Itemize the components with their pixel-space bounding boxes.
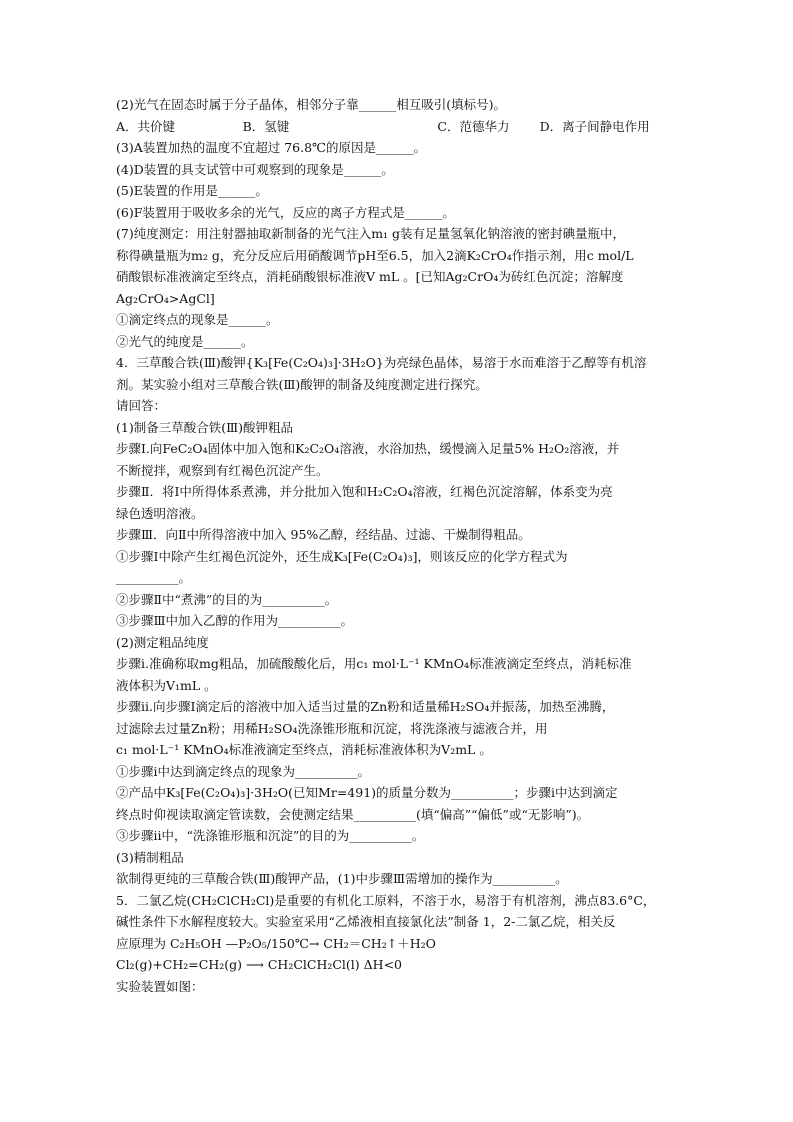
text-line: (3)A装置加热的温度不宜超过 76.8℃的原因是______。 bbox=[116, 140, 427, 155]
text-line: ②步骤Ⅱ中“煮沸”的目的为__________。 bbox=[116, 591, 338, 607]
text-line: 应原理为 C₂H₅OH —P₂O₅/150℃→ CH₂＝CH₂↑＋H₂O bbox=[116, 935, 436, 951]
text-line: 剂。某实验小组对三草酸合铁(Ⅲ)酸钾的制备及纯度测定进行探究。 bbox=[116, 376, 488, 392]
text-line: 称得碘量瓶为m₂ g，充分反应后用硝酸调节pH至6.5，加入2滴K₂CrO₄作指示剂，用c mol/L bbox=[116, 247, 634, 263]
text-line: 终点时仰视读取滴定管读数，会使测定结果__________(填“偏高”“偏低”或“无影响”)。 bbox=[116, 806, 590, 822]
option-d: D．离子间静电作用 bbox=[539, 118, 650, 134]
text-line: 不断搅拌，观察到有红褐色沉淀产生。 bbox=[116, 462, 329, 478]
text-line: 请回答： bbox=[116, 398, 167, 413]
text-line: ①步骤Ⅰ中除产生红褐色沉淀外，还生成K₃[Fe(C₂O₄)₃]，则该反应的化学方程式为 bbox=[116, 548, 568, 564]
text-line: (7)纯度测定：用注射器抽取新制备的光气注入m₁ g装有足量氢氧化钠溶液的密封碘量瓶中， bbox=[116, 226, 626, 241]
text-line: 步骤ⅰ.准确称取mg粗品，加硫酸酸化后，用c₁ mol·L⁻¹ KMnO₄标准液滴定至终点，消耗标准 bbox=[116, 656, 632, 671]
option-a: A．共价键 bbox=[116, 118, 176, 134]
text-line: 碱性条件下水解程度较大。实验室采用“乙烯液相直接氯化法”制备 1，2-二氯乙烷，相关反 bbox=[116, 914, 616, 929]
text-line: ③步骤Ⅲ中加入乙醇的作用为__________。 bbox=[116, 613, 354, 628]
text-line: 过滤除去过量Zn粉；用稀H₂SO₄洗涤锥形瓶和沉淀，将洗涤液与滤液合并，用 bbox=[116, 720, 548, 736]
text-line: 步骤Ⅱ．将Ⅰ中所得体系煮沸，并分批加入饱和H₂C₂O₄溶液，红褐色沉淀溶解，体系变为亮 bbox=[116, 484, 613, 499]
text-line: 4．三草酸合铁(Ⅲ)酸钾{K₃[Fe(C₂O₄)₃]·3H₂O}为亮绿色晶体，易溶于水而难溶于乙醇等有机溶 bbox=[116, 355, 647, 370]
answer-options bbox=[116, 116, 676, 138]
option-b: B．氢键 bbox=[242, 118, 290, 134]
text-line: 液体积为V₁mL 。 bbox=[116, 677, 217, 693]
document-content bbox=[116, 94, 676, 997]
text-line: Cl₂(g)+CH₂=CH₂(g) ⟶ CH₂ClCH₂Cl(l) ΔH<0 bbox=[116, 957, 403, 972]
text-line: (1)制备三草酸合铁(Ⅲ)酸钾粗品 bbox=[116, 419, 294, 435]
text-line: (2)测定粗品纯度 bbox=[116, 634, 209, 650]
text-line: ①滴定终点的现象是______。 bbox=[116, 312, 279, 327]
text-line: 欲制得更纯的三草酸合铁(Ⅲ)酸钾产品，(1)中步骤Ⅲ需增加的操作为__________。 bbox=[116, 871, 568, 886]
text-line: (4)D装置的具支试管中可观察到的现象是______。 bbox=[116, 161, 394, 177]
option-c: C．范德华力 bbox=[437, 118, 510, 134]
text-line: 步骤Ⅲ．向Ⅱ中所得溶液中加入 95%乙醇，经结晶、过滤、干燥制得粗品。 bbox=[116, 527, 531, 542]
text-line: 硝酸银标准液滴定至终点，消耗硝酸银标准液V mL 。[已知Ag₂CrO₄为砖红色沉淀；溶解度 bbox=[116, 269, 624, 284]
text-line: ②光气的纯度是______。 bbox=[116, 333, 254, 349]
text-line: ③步骤ⅱ中，“洗涤锥形瓶和沉淀”的目的为__________。 bbox=[116, 828, 425, 843]
text-line: (3)精制粗品 bbox=[116, 849, 184, 865]
text-line: (6)F装置用于吸收多余的光气，反应的离子方程式是______。 bbox=[116, 204, 455, 220]
text-line: 绿色透明溶液。 bbox=[116, 505, 204, 521]
text-line: 实验装置如图： bbox=[116, 978, 204, 994]
text-line: (2)光气在固态时属于分子晶体，相邻分子靠______相互吸引(填标号)。 bbox=[116, 97, 506, 112]
text-line: __________。 bbox=[116, 570, 192, 585]
text-line: 步骤ⅱ.向步骤Ⅰ滴定后的溶液中加入适当过量的Zn粉和适量稀H₂SO₄并振荡，加热至沸腾， bbox=[116, 699, 615, 714]
text-line: c₁ mol·L⁻¹ KMnO₄标准液滴定至终点，消耗标准液体积为V₂mL 。 bbox=[116, 742, 492, 757]
text-line: ②产品中K₃[Fe(C₂O₄)₃]·3H₂O(已知Mr=491)的质量分数为__________；步骤ⅰ中达到滴定 bbox=[116, 785, 618, 800]
apparatus-figure-area bbox=[116, 935, 676, 1085]
text-line: Ag₂CrO₄>AgCl] bbox=[116, 290, 215, 306]
text-line: ①步骤ⅰ中达到滴定终点的现象为__________。 bbox=[116, 763, 370, 779]
text-line: (5)E装置的作用是______。 bbox=[116, 183, 268, 198]
text-line: 步骤Ⅰ.向FeC₂O₄固体中加入饱和K₂C₂O₄溶液，水浴加热，缓慢滴入足量5% H₂O₂溶液，并 bbox=[116, 441, 620, 456]
text-line: 5．二氯乙烷(CH₂ClCH₂Cl)是重要的有机化工原料，不溶于水，易溶于有机溶剂，沸点83.6°C， bbox=[116, 892, 656, 908]
